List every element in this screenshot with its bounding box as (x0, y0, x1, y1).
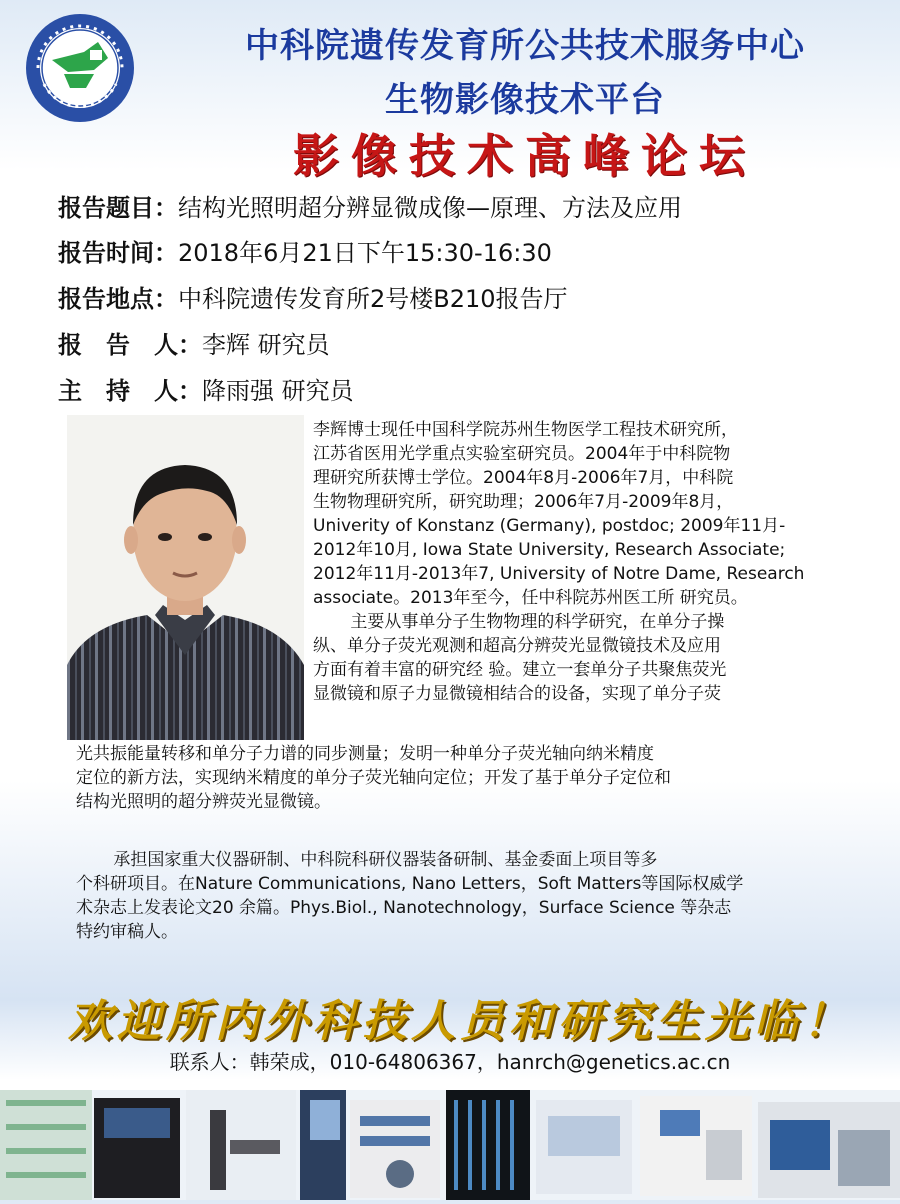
info-label: 报告题目： (58, 194, 178, 222)
bio-line: 主要从事单分子生物物理的科学研究，在单分子操 (350, 612, 725, 632)
header-title-line1: 中科院遗传发育所公共技术服务中心 (245, 26, 805, 66)
bio-line: 纵、单分子荧光观测和超高分辨荧光显微镜技术及应用 (313, 636, 721, 656)
institute-logo (24, 12, 136, 124)
info-value: 降雨强 研究员 (202, 377, 354, 405)
bio-line: 2012年11月-2013年7, University of Notre Dame, Research (313, 564, 805, 584)
bio-line: 术杂志上发表论文20 余篇。Phys.Biol., Nanotechnology，Surface Science 等杂志 (76, 898, 732, 918)
speaker-photo (67, 415, 304, 740)
speaker-bio-part3 (76, 848, 866, 944)
bio-line: 光共振能量转移和单分子力谱的同步测量；发明一种单分子荧光轴向纳米精度 (76, 744, 654, 764)
speaker-bio-part1 (313, 418, 859, 706)
contact-info: 联系人：韩荣成，010-64806367，hanrch@genetics.ac.cn (169, 1050, 731, 1074)
forum-title: 影像技术高峰论坛 (293, 129, 757, 183)
bio-line: 2012年10月, Iowa State University, Research Associate; (313, 540, 786, 560)
header-title-line2: 生物影像技术平台 (385, 80, 665, 120)
bio-line: 理研究所获博士学位。2004年8月-2006年7月，中科院 (313, 468, 734, 488)
info-row-speaker (58, 330, 330, 360)
info-label: 报告时间： (58, 239, 178, 267)
speaker-bio-part2 (76, 742, 866, 814)
info-row-time (58, 238, 552, 268)
equipment-image-strip (0, 1090, 900, 1200)
bio-line: associate。2013年至今，任中科院苏州医工所 研究员。 (313, 588, 748, 608)
info-label: 报 告 人： (58, 331, 202, 359)
info-row-topic (58, 193, 682, 223)
info-value: 结构光照明超分辨显微成像—原理、方法及应用 (178, 194, 682, 222)
bio-line: 李辉博士现任中国科学院苏州生物医学工程技术研究所， (313, 420, 738, 440)
lab-equipment-icon (0, 1090, 900, 1200)
bio-line: 个科研项目。在Nature Communications, Nano Letters，Soft Matters等国际权威学 (76, 874, 744, 894)
info-label: 主 持 人： (58, 377, 202, 405)
info-value: 李辉 研究员 (202, 331, 330, 359)
bio-line: 生物物理研究所，研究助理；2006年7月-2009年8月， (313, 492, 734, 512)
welcome-banner: 欢迎所内外科技人员和研究生光临！ (68, 996, 852, 1047)
info-value: 2018年6月21日下午15:30-16:30 (178, 239, 552, 267)
info-value: 中科院遗传发育所2号楼B210报告厅 (178, 285, 568, 313)
bio-line: 江苏省医用光学重点实验室研究员。2004年于中科院物 (313, 444, 731, 464)
bio-line: 方面有着丰富的研究经 验。建立一套单分子共聚焦荧光 (313, 660, 727, 680)
bio-line: 定位的新方法，实现纳米精度的单分子荧光轴向定位；开发了基于单分子定位和 (76, 768, 671, 788)
bio-line: 承担国家重大仪器研制、中科院科研仪器装备研制、基金委面上项目等多 (113, 850, 658, 870)
institute-seal-icon (24, 12, 136, 124)
bio-line: 特约审稿人。 (76, 922, 178, 942)
info-label: 报告地点： (58, 285, 178, 313)
bio-line: Univerity of Konstanz (Germany), postdoc; 2009年11月- (313, 516, 786, 536)
bio-line: 显微镜和原子力显微镜相结合的设备，实现了单分子荧 (313, 684, 721, 704)
info-row-host (58, 376, 354, 406)
bio-line: 结构光照明的超分辨荧光显微镜。 (76, 792, 331, 812)
speaker-portrait-icon (67, 415, 304, 740)
info-row-location (58, 284, 568, 314)
